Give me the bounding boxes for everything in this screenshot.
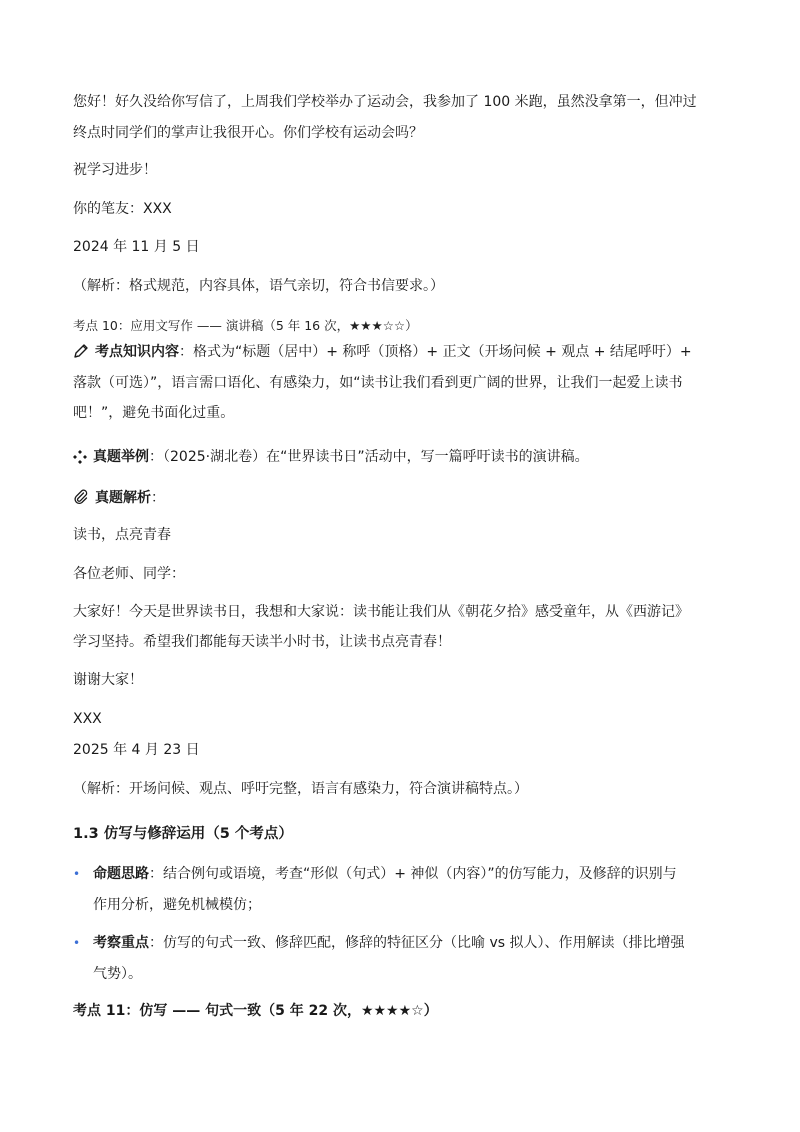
bullet-2-line-1: ：仿写的句式一致、修辞匹配，修辞的特征区分（比喻 vs 拟人）、作用解读（排比增强 (149, 935, 685, 951)
four-diamond-icon (73, 450, 87, 470)
speech-date: 2025 年 4 月 23 日 (73, 742, 200, 758)
letter-body-line-2: 终点时同学们的掌声让我很开心。你们学校有运动会吗？ (73, 125, 423, 141)
letter-wish: 祝学习进步！ (73, 162, 157, 178)
speech-analysis: （解析：开场问候、观点、呼吁完整，语言有感染力，符合演讲稿特点。） (73, 781, 528, 797)
analysis-heading (73, 488, 165, 511)
knowledge-text-1: ：格式为“标题（居中）+ 称呼（顶格）+ 正文（开场问候 + 观点 + 结尾呼吁）+ (179, 344, 692, 360)
speech-greeting: 各位老师、同学： (73, 566, 185, 582)
bullet-1-label: 命题思路 (93, 866, 149, 882)
knowledge-line-3: 吧！”，避免书面化过重。 (73, 405, 235, 421)
letter-signature: 你的笔友：XXX (73, 201, 172, 217)
speech-body-line-2: 学习坚持。希望我们都能每天读半小时书，让读书点亮青春！ (73, 634, 451, 650)
paperclip-icon (73, 489, 89, 511)
example-label: 真题举例 (93, 449, 149, 465)
pencil-icon (73, 343, 89, 365)
bullet-dot: • (73, 936, 81, 950)
example-text: ：（2025·湖北卷）在“世界读书日”活动中，写一篇呼吁读书的演讲稿。 (149, 449, 589, 465)
knowledge-line-2: 落款（可选）”，语言需口语化、有感染力，如“读书让我们看到更广阔的世界，让我们一起爱上读书 (73, 375, 683, 391)
bullet-2-label: 考察重点 (93, 935, 149, 951)
letter-date: 2024 年 11 月 5 日 (73, 239, 200, 255)
kaodian-11-title: 考点 11：仿写 —— 句式一致（5 年 22 次，★★★★☆） (73, 1003, 438, 1019)
kaodian-10-title: 考点 10：应用文写作 —— 演讲稿（5 年 16 次，★★★☆☆） (73, 318, 418, 333)
analysis-colon: ： (151, 490, 165, 506)
letter-analysis: （解析：格式规范，内容具体，语气亲切，符合书信要求。） (73, 278, 444, 294)
knowledge-line-1 (73, 342, 692, 365)
section-1-3-heading: 1.3 仿写与修辞运用（5 个考点） (73, 826, 293, 842)
bullet-2-line-2: 气势）。 (93, 966, 142, 982)
speech-title: 读书，点亮青春 (73, 527, 171, 543)
analysis-label: 真题解析 (95, 490, 151, 506)
example-line (73, 447, 589, 470)
bullet-1-line-1: ：结合例句或语境，考查“形似（句式）+ 神似（内容）”的仿写能力，及修辞的识别与 (149, 866, 677, 882)
letter-body-line-1: 您好！好久没给你写信了，上周我们学校举办了运动会，我参加了 100 米跑，虽然没拿第一，但冲过 (73, 94, 697, 110)
speech-signature: XXX (73, 711, 102, 727)
bullet-dot: • (73, 867, 81, 881)
speech-thanks: 谢谢大家！ (73, 672, 143, 688)
bullet-1-line-2: 作用分析，避免机械模仿； (93, 897, 261, 913)
bullet-item-2 (73, 928, 733, 990)
speech-body-line-1: 大家好！今天是世界读书日，我想和大家说：读书能让我们从《朝花夕拾》感受童年，从《西游记》 (73, 604, 689, 620)
bullet-item-1 (73, 859, 733, 921)
knowledge-label: 考点知识内容 (95, 344, 179, 360)
